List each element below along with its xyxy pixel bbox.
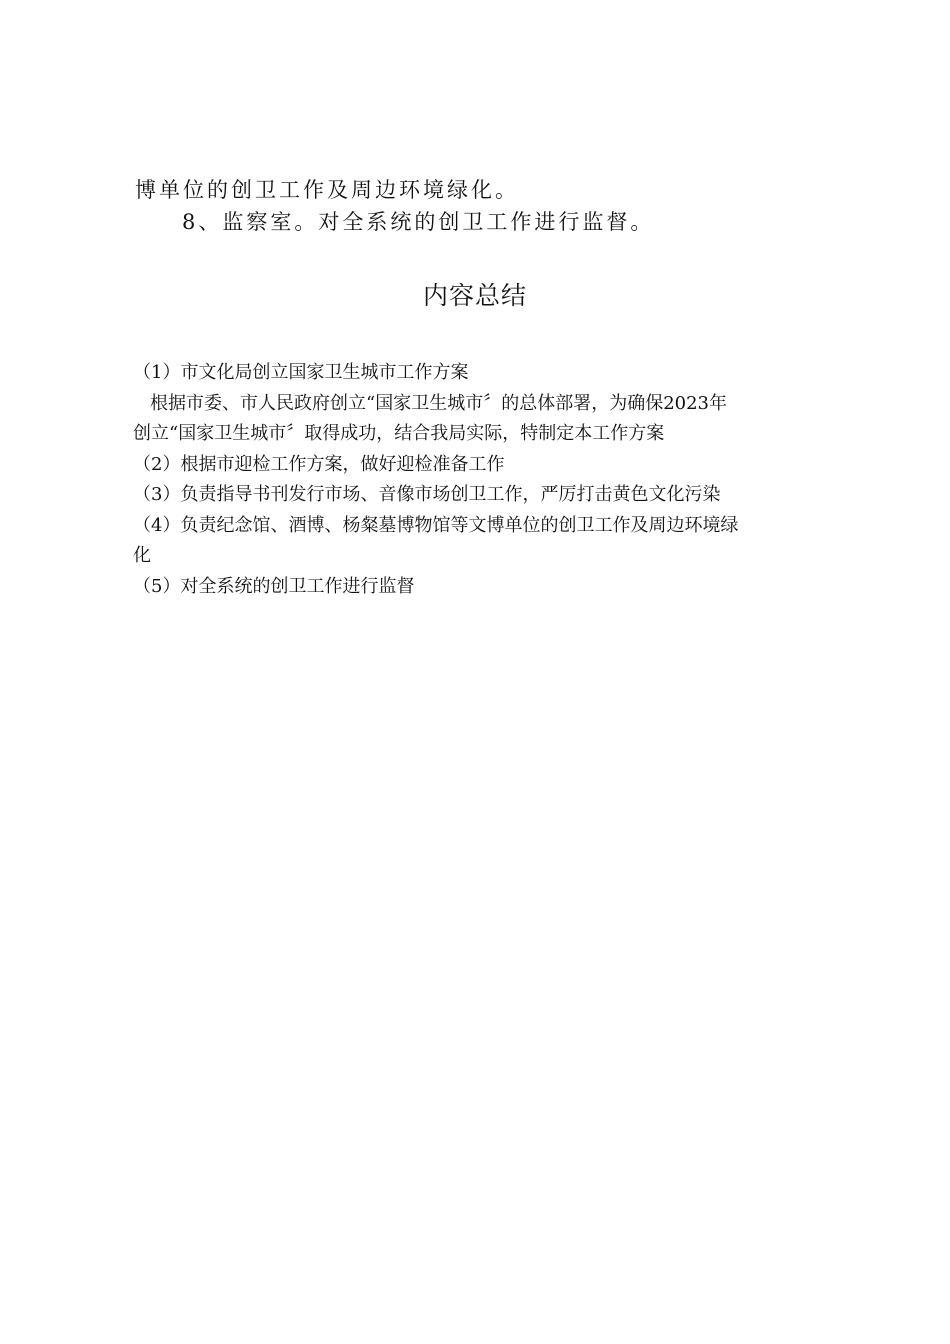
body-paragraph-continuation: 博单位的创卫工作及周边环境绿化。 bbox=[135, 178, 519, 202]
summary-line-7: 化 bbox=[133, 545, 151, 566]
summary-line-3: 创立“国家卫生城市〞取得成功，结合我局实际，特制定本工作方案 bbox=[133, 423, 665, 444]
summary-line-8: （5）对全系统的创卫工作进行监督 bbox=[133, 575, 415, 597]
summary-line-4: （2）根据市迎检工作方案，做好迎检准备工作 bbox=[133, 453, 505, 475]
summary-title: 内容总结 bbox=[422, 281, 527, 310]
body-paragraph-supervision: 8、监察室。对全系统的创卫工作进行监督。 bbox=[182, 210, 655, 234]
summary-line-5: （3）负责指导书刊发行市场、音像市场创卫工作，严厉打击黄色文化污染 bbox=[133, 484, 721, 505]
summary-list bbox=[133, 358, 833, 602]
summary-line-1: （1）市文化局创立国家卫生城市工作方案 bbox=[133, 362, 469, 383]
summary-line-2: 根据市委、市人民政府创立“国家卫生城市〞的总体部署，为确保2023年 bbox=[150, 392, 728, 414]
summary-line-6: （4）负责纪念馆、酒博、杨粲墓博物馆等文博单位的创卫工作及周边环境绿 bbox=[133, 514, 739, 536]
